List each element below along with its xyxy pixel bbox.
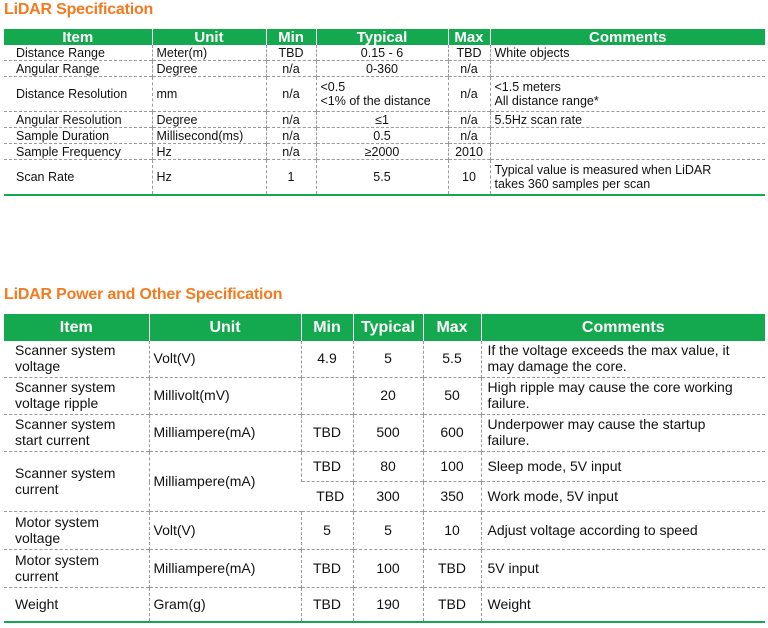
cell-line: <1.5 meters — [494, 80, 561, 94]
header-typical: Typical — [316, 29, 448, 45]
cell-comments — [481, 588, 765, 623]
cell-line: may damage the core. — [487, 358, 627, 374]
header-min: Min — [301, 314, 353, 341]
cell-unit: Hz — [152, 144, 266, 160]
cell-line: Scanner system — [15, 464, 116, 481]
cell-unit: Degree — [152, 61, 266, 77]
cell-max: 10 — [448, 160, 490, 196]
cell-line: Scanner system — [15, 379, 116, 396]
cell-item — [4, 415, 149, 452]
cell-typical: 190 — [353, 588, 423, 623]
cell-line: Motor system — [15, 513, 100, 530]
cell-line: Sleep mode, 5V input — [487, 457, 622, 474]
header-item: Item — [4, 314, 149, 341]
cell-typical — [316, 45, 448, 61]
cell-line: takes 360 samples per scan — [494, 177, 651, 191]
cell-min: 1 — [266, 160, 316, 196]
power-spec-title: LiDAR Power and Other Specification — [4, 286, 283, 303]
cell-line: 5V input — [487, 559, 539, 576]
cell-line: Motor system — [15, 551, 100, 568]
cell-item: Angular Range — [4, 61, 152, 77]
cell-comments — [490, 144, 765, 160]
cell-max: 600 — [423, 415, 481, 452]
cell-line: current — [15, 567, 59, 584]
cell-comments — [490, 61, 765, 77]
cell-min: TBD — [301, 482, 353, 512]
cell-max: TBD — [423, 588, 481, 623]
table-row — [4, 128, 765, 144]
cell-typical — [316, 61, 448, 77]
cell-unit: Millivolt(mV) — [149, 378, 301, 415]
cell-min: TBD — [266, 45, 316, 61]
cell-typical — [316, 160, 448, 196]
cell-comments — [481, 512, 765, 550]
cell-line: voltage — [15, 358, 61, 374]
cell-line: <0.5 — [320, 80, 346, 94]
table-header-row — [4, 314, 765, 341]
cell-typical: 300 — [353, 482, 423, 512]
cell-unit: Degree — [152, 112, 266, 128]
cell-line: High ripple may cause the core working — [487, 379, 733, 396]
cell-line: ≤1 — [375, 112, 389, 127]
cell-line: start current — [15, 432, 90, 448]
cell-line: Underpower may cause the startup — [487, 416, 706, 433]
table-row — [4, 77, 765, 112]
cell-min — [301, 378, 353, 415]
table-row — [4, 452, 765, 482]
cell-max: 350 — [423, 482, 481, 512]
cell-typical: 500 — [353, 415, 423, 452]
cell-typical — [316, 77, 448, 112]
cell-item: Distance Resolution — [4, 77, 152, 112]
cell-line: voltage ripple — [15, 395, 99, 411]
cell-max: 2010 — [448, 144, 490, 160]
header-typical: Typical — [353, 314, 423, 341]
header-unit: Unit — [152, 29, 266, 45]
cell-typical: 100 — [353, 550, 423, 588]
cell-line: ≥2000 — [364, 144, 400, 159]
cell-unit: Millisecond(ms) — [152, 128, 266, 144]
cell-min: n/a — [266, 77, 316, 112]
cell-line: 5.5 — [373, 170, 391, 184]
cell-unit: Meter(m) — [152, 45, 266, 61]
cell-unit: Hz — [152, 160, 266, 196]
cell-item — [4, 452, 149, 512]
header-max: Max — [448, 29, 490, 45]
header-max: Max — [423, 314, 481, 341]
cell-typical: 5 — [353, 341, 423, 378]
cell-item — [4, 512, 149, 550]
header-min: Min — [266, 29, 316, 45]
cell-typical — [316, 128, 448, 144]
cell-unit: Volt(V) — [149, 512, 301, 550]
cell-comments — [481, 378, 765, 415]
cell-item — [4, 550, 149, 588]
cell-max: 50 — [423, 378, 481, 415]
cell-max: n/a — [448, 112, 490, 128]
cell-max: 5.5 — [423, 341, 481, 378]
cell-max: TBD — [448, 45, 490, 61]
cell-line: If the voltage exceeds the max value, it — [487, 342, 730, 359]
cell-unit: Milliampere(mA) — [149, 452, 301, 512]
cell-min: n/a — [266, 61, 316, 77]
cell-line: 0.15 - 6 — [360, 45, 404, 60]
cell-item: Scan Rate — [4, 160, 152, 196]
cell-min: TBD — [301, 452, 353, 482]
header-comments: Comments — [481, 314, 765, 341]
cell-max: 10 — [423, 512, 481, 550]
cell-line: 0.5 — [373, 128, 391, 143]
cell-item — [4, 588, 149, 623]
cell-typical: 20 — [353, 378, 423, 415]
table-row — [4, 550, 765, 588]
cell-comments — [490, 45, 765, 61]
table-row — [4, 588, 765, 623]
power-spec-table — [4, 314, 765, 623]
cell-comments — [490, 77, 765, 112]
cell-comments — [490, 112, 765, 128]
cell-min: TBD — [301, 588, 353, 623]
table-row — [4, 61, 765, 77]
cell-max: 100 — [423, 452, 481, 482]
cell-line: All distance range* — [494, 94, 599, 108]
cell-min: 5 — [301, 512, 353, 550]
table-row — [4, 112, 765, 128]
cell-unit: Gram(g) — [149, 588, 301, 623]
cell-unit: Milliampere(mA) — [149, 550, 301, 588]
header-unit: Unit — [149, 314, 301, 341]
cell-comments — [490, 128, 765, 144]
table-header-row — [4, 29, 765, 45]
cell-item — [4, 378, 149, 415]
cell-typical — [316, 112, 448, 128]
cell-item: Angular Resolution — [4, 112, 152, 128]
cell-line: current — [15, 480, 59, 497]
cell-line: failure. — [487, 395, 530, 411]
table-row — [4, 341, 765, 378]
cell-unit: Milliampere(mA) — [149, 415, 301, 452]
cell-item — [4, 341, 149, 378]
cell-line: failure. — [487, 432, 530, 448]
cell-item: Distance Range — [16, 45, 105, 60]
cell-line: 5.5Hz scan rate — [494, 112, 583, 127]
cell-typical — [316, 144, 448, 160]
cell-min: n/a — [266, 144, 316, 160]
header-comments: Comments — [490, 29, 765, 45]
cell-unit: Volt(V) — [149, 341, 301, 378]
cell-comments — [481, 550, 765, 588]
cell-max: n/a — [448, 77, 490, 112]
cell-min: n/a — [266, 112, 316, 128]
cell-max: n/a — [448, 61, 490, 77]
cell-line: 0-360 — [366, 61, 398, 76]
table-row — [4, 378, 765, 415]
table-row — [4, 144, 765, 160]
table-row — [4, 160, 765, 196]
table-row — [4, 45, 765, 61]
cell-line: Weight — [487, 595, 531, 612]
cell-line: Work mode, 5V input — [487, 487, 618, 504]
cell-line: White objects — [494, 45, 570, 60]
cell-comments — [481, 452, 765, 482]
cell-unit: mm — [152, 77, 266, 112]
header-item: Item — [4, 29, 152, 45]
cell-min: 4.9 — [301, 341, 353, 378]
cell-typical: 5 — [353, 512, 423, 550]
cell-item: Sample Frequency — [4, 144, 152, 160]
table-row — [4, 415, 765, 452]
cell-max: TBD — [423, 550, 481, 588]
cell-line: Scanner system — [15, 416, 116, 433]
cell-min: TBD — [301, 415, 353, 452]
lidar-spec-title: LiDAR Specification — [4, 1, 154, 18]
cell-line: Typical value is measured when LiDAR — [494, 163, 712, 177]
lidar-spec-table — [4, 29, 765, 196]
cell-item: Sample Duration — [4, 128, 152, 144]
cell-max: n/a — [448, 128, 490, 144]
cell-comments — [481, 415, 765, 452]
cell-line: Scanner system — [15, 342, 116, 359]
cell-comments — [490, 160, 765, 196]
cell-comments — [481, 341, 765, 378]
cell-comments — [481, 482, 765, 512]
table-row — [4, 512, 765, 550]
cell-line: <1% of the distance — [320, 94, 431, 108]
cell-line: Weight — [15, 595, 59, 612]
cell-line: voltage — [15, 529, 61, 546]
cell-typical: 80 — [353, 452, 423, 482]
cell-min: n/a — [266, 128, 316, 144]
cell-line: Adjust voltage according to speed — [487, 521, 698, 538]
cell-min: TBD — [301, 550, 353, 588]
